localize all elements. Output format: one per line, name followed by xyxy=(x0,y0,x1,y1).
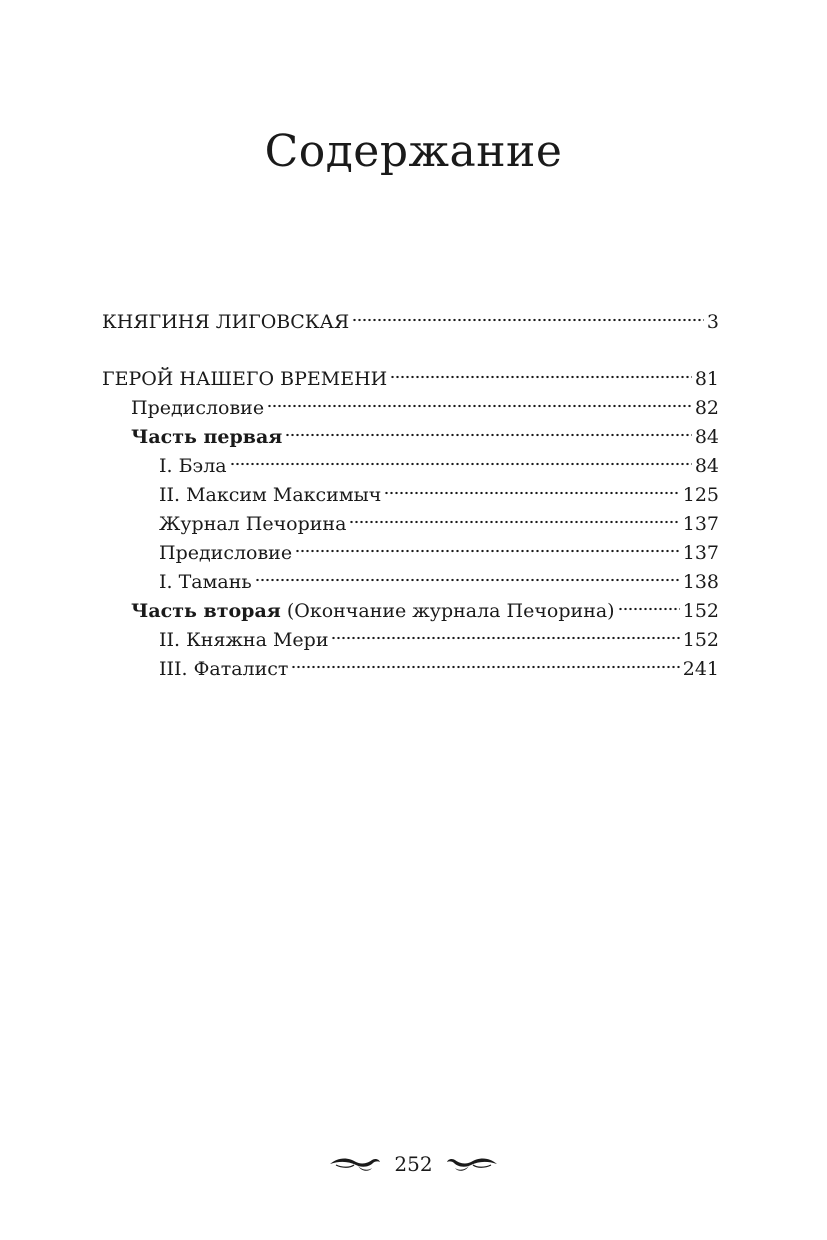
toc-entry-page: 84 xyxy=(694,455,719,477)
toc-entry-page: 3 xyxy=(706,311,719,333)
dot-leader xyxy=(390,374,692,380)
toc-entry-subtitle: (Окончание журнала Печорина) xyxy=(280,600,615,622)
toc-entry-title: II. Княжна Мери xyxy=(159,629,329,651)
toc-entry-page: 81 xyxy=(694,368,719,390)
dot-leader xyxy=(230,461,692,467)
toc-entry[interactable] xyxy=(102,308,719,337)
toc-entry-page: 137 xyxy=(682,542,719,564)
toc-entry-title: I. Бэла xyxy=(159,455,227,477)
dot-leader xyxy=(285,432,691,438)
toc-entry-page: 241 xyxy=(682,658,719,680)
toc-entry-page: 138 xyxy=(682,571,719,593)
table-of-contents xyxy=(102,308,719,684)
toc-entry-title: III. Фаталист xyxy=(159,658,289,680)
toc-entry-page: 125 xyxy=(682,484,719,506)
dot-leader xyxy=(352,317,704,323)
dot-leader xyxy=(295,548,680,554)
toc-entry[interactable] xyxy=(102,539,719,568)
page-number: 252 xyxy=(394,1152,433,1176)
toc-entry[interactable] xyxy=(102,597,719,626)
toc-entry-title: Предисловие xyxy=(159,542,293,564)
toc-entry[interactable] xyxy=(102,452,719,481)
toc-entry-page: 152 xyxy=(682,600,719,622)
toc-entry[interactable] xyxy=(102,394,719,423)
toc-entry-title: КНЯГИНЯ ЛИГОВСКАЯ xyxy=(102,311,350,333)
dot-leader xyxy=(384,490,679,496)
dot-leader xyxy=(618,606,680,612)
dot-leader xyxy=(331,635,679,641)
page-title: Содержание xyxy=(264,126,563,177)
toc-entry-page: 82 xyxy=(694,397,719,419)
dot-leader xyxy=(291,664,679,670)
toc-entry-title: Журнал Печорина xyxy=(159,513,347,535)
dot-leader xyxy=(349,519,679,525)
flourish-right-icon xyxy=(445,1153,499,1175)
dot-leader xyxy=(267,403,692,409)
toc-entry[interactable] xyxy=(102,481,719,510)
toc-entry-title: II. Максим Максимыч xyxy=(159,484,382,506)
toc-entry[interactable] xyxy=(102,568,719,597)
toc-entry[interactable] xyxy=(102,423,719,452)
dot-leader xyxy=(255,577,680,583)
toc-entry[interactable] xyxy=(102,365,719,394)
flourish-left-icon xyxy=(328,1153,382,1175)
toc-entry[interactable] xyxy=(102,626,719,655)
toc-entry-title: I. Тамань xyxy=(159,571,252,593)
toc-entry-title: Часть вторая (Окончание журнала Печорина) xyxy=(131,600,615,622)
toc-entry-page: 152 xyxy=(682,629,719,651)
toc-entry-page: 137 xyxy=(682,513,719,535)
page-footer xyxy=(0,1152,827,1176)
toc-entry-title: Предисловие xyxy=(131,397,265,419)
toc-entry[interactable] xyxy=(102,655,719,684)
toc-entry-page: 84 xyxy=(694,426,719,448)
toc-entry[interactable] xyxy=(102,510,719,539)
toc-entry-title: Часть первая xyxy=(131,426,283,448)
toc-entry-title: ГЕРОЙ НАШЕГО ВРЕМЕНИ xyxy=(102,368,388,390)
